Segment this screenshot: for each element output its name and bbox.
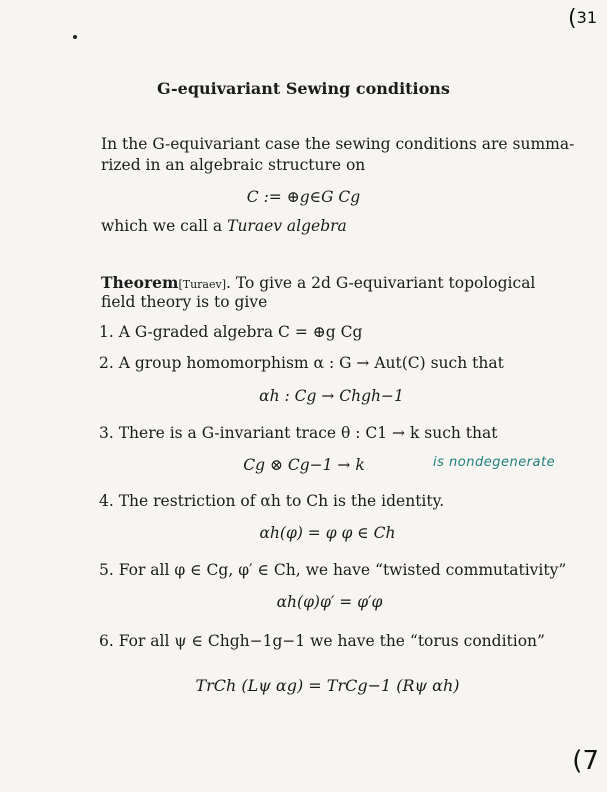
intro-line-1: In the G-equivariant case the sewing conditions are summa-: [101, 135, 575, 153]
item-5-formula: αh(φ)φ′ = φ′φ: [276, 593, 383, 611]
intro-line-3: [101, 216, 347, 237]
item-6: 6. For all ψ ∈ Chgh−1g−1 we have the “torus condition”: [99, 632, 545, 650]
theorem-line-1: . To give a 2d G-equivariant topological: [225, 274, 536, 292]
item-3: 3. There is a G-invariant trace θ : C1 → k such that: [99, 424, 498, 442]
handwritten-annotation: is nondegenerate: [433, 455, 556, 470]
intro-line-2: rized in an algebraic structure on: [101, 156, 366, 174]
theorem-label: Theorem: [101, 273, 179, 292]
page-title: G-equivariant Sewing conditions: [157, 79, 450, 98]
item-2: 2. A group homomorphism α : G → Aut(C) such that: [99, 354, 504, 372]
item-2-formula: αh : Cg → Chgh−1: [259, 387, 404, 405]
theorem-reference: [Turaev]: [178, 278, 226, 291]
item-6-formula: TrCh (Lψ αg) = TrCg−1 (Rψ αh): [195, 676, 460, 695]
turaev-algebra-term: Turaev algebra: [227, 217, 347, 235]
item-3-formula: Cg ⊗ Cg−1 → k: [243, 456, 365, 474]
page-number-bottom: (7: [572, 746, 599, 776]
item-5: 5. For all φ ∈ Cg, φ′ ∈ Ch, we have “twisted commutativity”: [99, 561, 567, 579]
item-4-formula: αh(φ) = φ φ ∈ Ch: [259, 524, 396, 542]
page-number-top: (31: [568, 6, 597, 31]
intro-formula: C := ⊕g∈G Cg: [246, 188, 361, 206]
intro-line-3-prefix: which we call a: [101, 217, 228, 235]
item-4: 4. The restriction of αh to Ch is the identity.: [99, 492, 445, 510]
item-1: 1. A G-graded algebra C = ⊕g Cg: [99, 323, 363, 341]
ink-dot: [73, 35, 77, 39]
theorem-line-2: field theory is to give: [101, 293, 268, 311]
